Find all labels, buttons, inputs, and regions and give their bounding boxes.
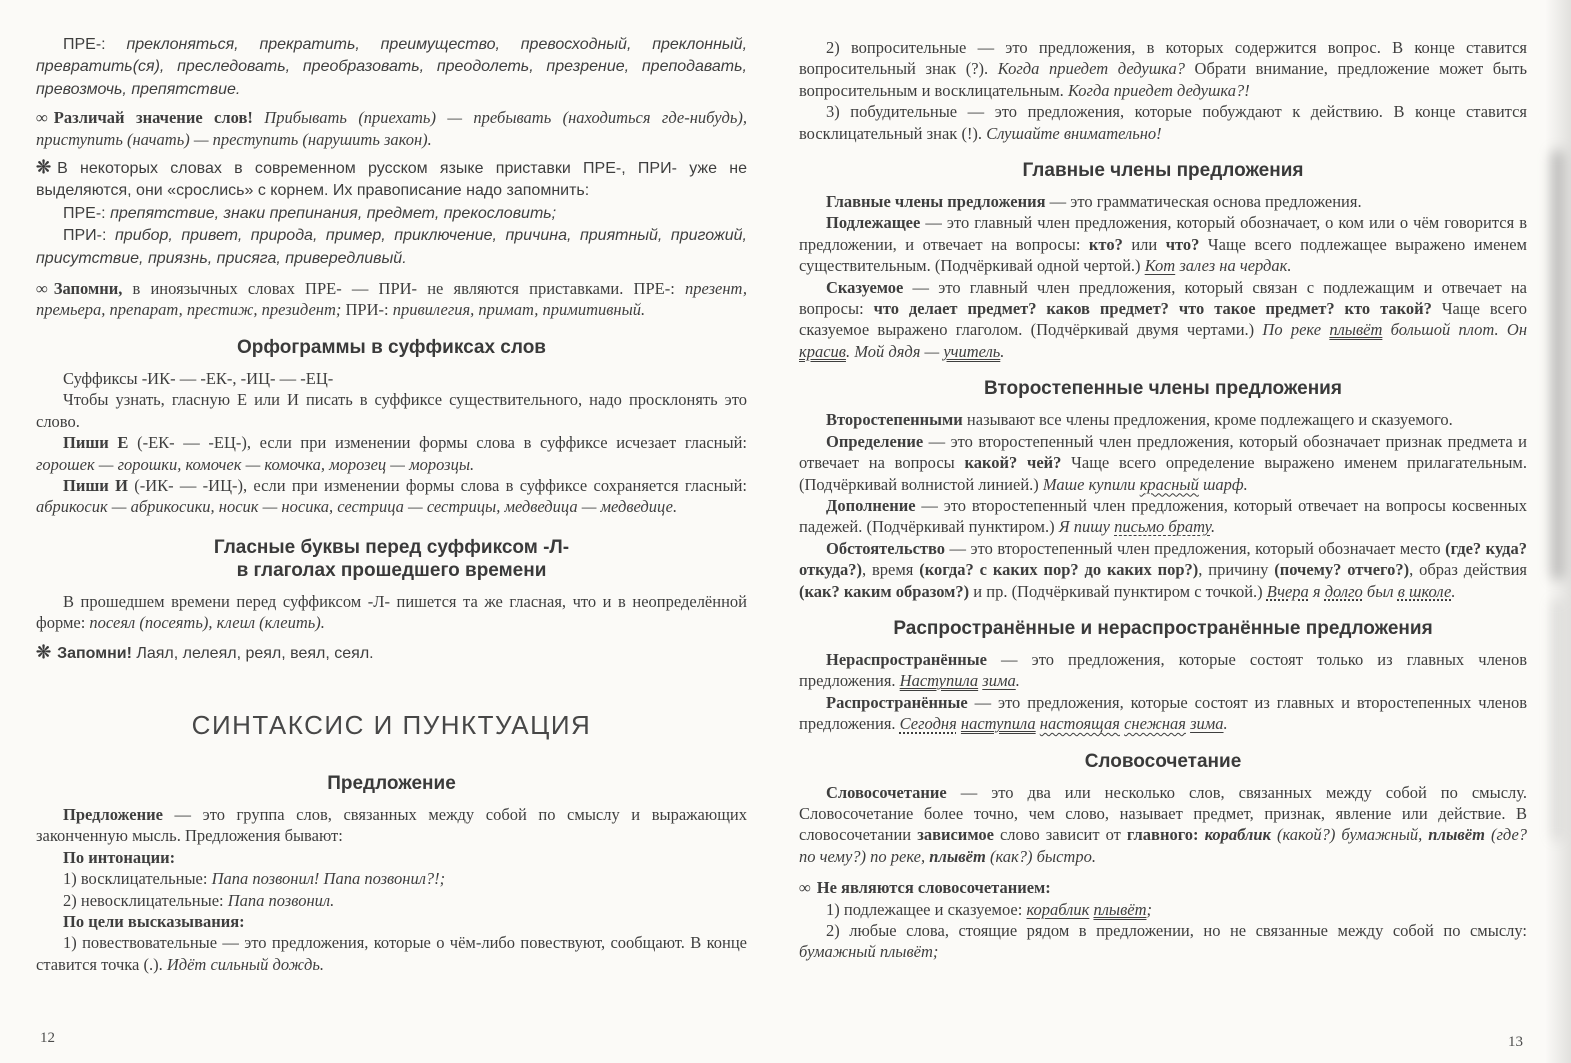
paragraph (36, 890, 747, 911)
text-segment: (как? каким образом?) (799, 581, 970, 601)
underlined-example-text: письмо брату (1114, 517, 1211, 537)
underlined-example-text: зима (982, 671, 1016, 691)
text-segment: какой? чей? (964, 453, 1062, 473)
infinity-icon: ∞ (799, 878, 811, 898)
paragraph (36, 224, 752, 269)
text-segment: Чтобы узнать, гласную Е или И писать в суффиксе существительного, надо просклонять это слово. (36, 390, 752, 431)
page-number: 12 (40, 1030, 55, 1046)
text-segment: (где? куда? откуда?) (799, 538, 1532, 580)
paragraph (799, 920, 1532, 963)
text-segment: кто? (1088, 234, 1123, 254)
text-segment: Маше купили (1042, 474, 1140, 494)
underlined-example-text: плывёт (1093, 899, 1147, 919)
underlined-example-text: Сегодня (899, 714, 957, 734)
text-segment: (почему? отчего?) (1274, 560, 1410, 580)
paragraph (36, 642, 747, 664)
snowflake-icon: ❊ (36, 641, 52, 662)
text-segment: Запомни, (53, 279, 133, 299)
scan-streak-artifact (1552, 600, 1561, 840)
paragraph (799, 899, 1527, 920)
paragraph (799, 37, 1532, 101)
text-segment: в глаголах прошедшего времени (236, 559, 547, 581)
text-segment: Обстоятельство (826, 538, 946, 558)
text-segment: Предложение (63, 804, 163, 824)
text-segment: Предложение (327, 772, 456, 794)
text-segment: бумажный плывёт; (799, 942, 939, 962)
underlined-example-text: красный (1139, 474, 1199, 494)
snowflake-icon: ❊ (36, 157, 52, 178)
text-segment: . (1210, 517, 1216, 537)
text-segment: Слушайте внимательно! (986, 123, 1162, 143)
text-segment: . (1223, 714, 1228, 734)
page-12 (0, 0, 785, 1063)
text-segment: Обрати внимание, предложение может быть вопросительным и восклицательным. (799, 59, 1532, 100)
text-segment: Суффиксы -ИК- — -ЕК-, -ИЦ- — -ЕЦ- (63, 368, 334, 388)
section-heading (36, 772, 747, 795)
text-segment: Распространённые и нераспространённые предложения (893, 617, 1433, 639)
text-segment: (какой?) бумажный, (1270, 825, 1429, 845)
underlined-example-text: наступила (960, 714, 1036, 734)
underlined-example-text: снежная (1124, 714, 1186, 734)
text-segment: — это второстепенный член предложения, который отвечает на вопросы косвенных падежей. (Подчёркивай пунктиром.) (799, 495, 1532, 537)
underlined-example-text: учитель (943, 341, 1001, 361)
paragraph (799, 782, 1532, 868)
text-segment: Лаял, лелеял, реял, веял, сеял. (131, 644, 374, 662)
text-segment: — это второстепенный член предложения, который обозначает признак предмета и отвечает на вопросы (799, 431, 1532, 473)
text-segment: был (1362, 581, 1398, 601)
text-segment: Словосочетание (826, 782, 947, 802)
page-content (36, 33, 752, 975)
text-segment: — это грамматическая основа предложения. (1045, 192, 1362, 212)
text-segment: — это второстепенный член предложения, который обозначает место (945, 538, 1446, 558)
text-segment: Определение (826, 431, 924, 451)
section-heading (799, 750, 1527, 773)
text-segment: ПРИ-: (63, 227, 115, 245)
text-segment: Запомни! (57, 644, 132, 662)
text-segment: плывёт (1428, 825, 1485, 845)
paragraph (799, 409, 1527, 430)
text-segment: 1) повествовательные — это предложения, которые о чём-либо повествуют, сообщают. В конце ставится точка (.). (36, 933, 752, 974)
text-segment: горошек — горошки, комочек — комочка, морозец — морозцы. (36, 454, 475, 474)
paragraph (36, 591, 752, 634)
text-segment: Идёт сильный дождь. (166, 954, 324, 974)
text-segment: Словосочетание (1084, 750, 1242, 772)
text-segment: Второстепенные члены предложения (984, 378, 1342, 400)
text-segment: что? (1165, 234, 1200, 254)
text-segment: или (1122, 234, 1166, 254)
section-heading (799, 617, 1527, 640)
paragraph (36, 475, 752, 518)
text-segment: Прибывать (приехать) — пребывать (находиться где-нибудь), приступить (начать) — преступить (нарушить закон). (36, 108, 752, 149)
paragraph (36, 157, 752, 202)
text-segment: Гласные буквы перед суффиксом -Л- (213, 536, 570, 558)
text-segment: . (1000, 341, 1005, 361)
underlined-example-text: красив (799, 341, 846, 361)
text-segment: — это группа слов, связанных между собой по смыслу и выражающих законченную мысль. Предложения бывают: (36, 804, 752, 846)
text-segment: СИНТАКСИС И ПУНКТУАЦИЯ (191, 709, 592, 740)
text-segment: По интонации: (63, 847, 176, 867)
section-heading (799, 377, 1527, 400)
text-segment: — это два или несколько слов, связанных между собой по смыслу. Словосочетание более точно, чем слово, называет предмет, признак, явление или действие. В словосочетании (799, 782, 1532, 845)
text-segment: я (1308, 581, 1325, 601)
text-segment: (как?) быстро. (985, 846, 1096, 866)
underlined-example-text: Вчера (1266, 581, 1309, 601)
text-segment: зависимое (917, 825, 994, 845)
text-segment: Не являются словосочетанием: (816, 878, 1051, 898)
paragraph (799, 495, 1532, 538)
text-segment: По цели высказывания: (63, 911, 245, 931)
text-segment: Папа позвонил. (227, 890, 335, 910)
page-number: 13 (1508, 1034, 1523, 1050)
text-segment: Главные члены предложения (826, 192, 1046, 212)
text-segment: ПРИ-: (345, 300, 393, 320)
underlined-example-text: настоящая (1039, 714, 1120, 734)
paragraph (799, 431, 1532, 495)
text-segment: 2) любые слова, стоящие рядом в предложении, но не связанные между собой по смыслу: (826, 921, 1532, 940)
text-segment: посеял (посеять), клеил (клеить). (89, 613, 325, 633)
text-segment: , время (861, 560, 920, 580)
text-segment: (когда? с каких пор? до каких пор?) (919, 560, 1199, 580)
page-13 (785, 0, 1571, 1063)
paragraph (36, 33, 752, 100)
text-segment: Главные члены предложения (1022, 160, 1304, 182)
infinity-icon: ∞ (36, 279, 48, 299)
underlined-example-text: в школе (1397, 581, 1452, 601)
text-segment: (где? по чему?) по реке, (799, 825, 1532, 866)
section-heading (36, 536, 747, 582)
text-segment: — это главный член предложения, который обозначает, о ком или о чём говорится в предложении, и отвечает на вопросы: (799, 213, 1532, 254)
text-segment: , причину (1198, 560, 1275, 580)
paragraph (799, 538, 1532, 602)
text-segment: ПРЕ-: (63, 204, 111, 222)
paragraph (36, 432, 752, 475)
paragraph (36, 868, 747, 889)
text-segment: плывёт (929, 846, 986, 866)
text-segment: Второстепенными (826, 410, 963, 430)
section-heading (36, 336, 747, 359)
scan-streak-artifact (1551, 150, 1564, 580)
text-segment: , образ действия (1409, 560, 1532, 580)
text-segment: большой плот. Он (1382, 320, 1532, 340)
paragraph (799, 101, 1532, 144)
text-segment: Пиши И (63, 475, 128, 495)
paragraph (799, 277, 1532, 363)
text-segment: . (1015, 671, 1020, 691)
text-segment: 1) восклицательные: (63, 869, 212, 889)
text-segment: Чаще всего определение выражено именем прилагательным. (Подчёркивай волнистой линией.) (799, 453, 1532, 494)
text-segment: 3) побудительные — это предложения, которые побуждают к действию. В конце ставится восклицательный знак (!). (799, 102, 1532, 143)
paragraph (799, 212, 1532, 276)
underlined-example-text: долго (1324, 581, 1363, 601)
text-segment: залез на чердак. (1175, 256, 1292, 276)
text-segment: 2) вопросительные — это предложения, в которых содержится вопрос. В конце ставится вопросительный знак (?). (799, 38, 1532, 79)
text-segment: ; (1146, 899, 1152, 919)
text-segment: ПРЕ-: (63, 36, 127, 53)
paragraph (36, 202, 747, 224)
underlined-example-text: Кот (1144, 256, 1176, 276)
text-segment: презент, премьера, препарат, престиж, президент; (36, 279, 752, 320)
text-segment: — это предложения, которые состоят из главных и второстепенных членов предложения. (799, 692, 1532, 734)
paragraph (799, 191, 1527, 212)
text-segment: В некоторых словах в современном русском языке приставки ПРЕ-, ПРИ- уже не выделяются, они «срослись» с корнем. Их правописание надо запомнить: (36, 160, 752, 200)
text-segment: — это главный член предложения, который связан с подлежащим и отвечает на вопросы: (799, 277, 1532, 319)
text-segment: прибор, привет, природа, пример, приключение, причина, приятный, пригожий, присутствие, приязнь, присяга, привередливый. (36, 227, 752, 267)
paragraph (799, 692, 1532, 735)
text-segment: и пр. (Подчёркивай пунктиром с точкой.) (969, 581, 1267, 601)
text-segment: . (1451, 581, 1456, 601)
text-segment: . Мой дядя — (845, 341, 944, 361)
text-segment: Различай значение слов! (53, 108, 265, 128)
text-segment: Распространённые (826, 692, 968, 712)
paragraph (36, 107, 752, 150)
text-segment: По реке (1262, 320, 1330, 340)
text-segment: называют все члены предложения, кроме подлежащего и сказуемого. (962, 410, 1453, 430)
paragraph (36, 368, 747, 389)
chapter-title (36, 710, 747, 740)
text-segment: Чаще всего подлежащее выражено именем существительным. (Подчёркивай одной чертой.) (799, 234, 1532, 276)
paragraph (799, 877, 1527, 898)
underlined-example-text: зима (1190, 714, 1224, 734)
text-segment: в иноязычных словах ПРЕ- — ПРИ- не являются приставками. ПРЕ-: (132, 279, 685, 299)
text-segment: шарф. (1198, 474, 1248, 494)
text-segment: преклоняться, прекратить, преимущество, превосходный, преклонный, превратить(ся), преследовать, преобразовать, преодолеть, презрение, преподавать, превозмочь, препятствие. (36, 36, 752, 98)
text-segment: Орфограммы в суффиксах слов (237, 336, 546, 358)
text-segment: кораблик (1204, 825, 1271, 845)
paragraph (36, 847, 747, 868)
page-content (799, 37, 1532, 963)
section-heading (799, 159, 1527, 182)
text-segment: Подлежащее (826, 213, 921, 233)
text-segment: привилегия, примат, примитивный. (392, 300, 646, 320)
text-segment: (-ЕК- — -ЕЦ-), если при изменении формы слова в суффиксе исчезает гласный: (128, 433, 752, 453)
paragraph (36, 911, 747, 932)
text-segment: (-ИК- — -ИЦ-), если при изменении формы слова в суффиксе сохраняется гласный: (127, 475, 752, 495)
paragraph (36, 389, 752, 432)
text-segment: Пиши Е (63, 433, 129, 453)
text-segment: Дополнение (826, 495, 916, 515)
text-segment: Чаще всего сказуемое выражено глаголом. (Подчёркивай двумя чертами.) (799, 299, 1532, 340)
infinity-icon: ∞ (36, 108, 48, 128)
underlined-example-text: кораблик (1026, 899, 1090, 919)
paragraph (36, 932, 752, 975)
text-segment: абрикосик — абрикосики, носик — носика, сестрица — сестрицы, медведица — медведице. (36, 497, 678, 517)
text-segment: Нераспространённые (826, 649, 987, 669)
text-segment: В прошедшем времени перед суффиксом -Л- пишется та же гласная, что и в неопределённой форме: (36, 591, 752, 633)
paragraph (799, 649, 1532, 692)
text-segment: 2) невосклицательные: (63, 890, 228, 910)
text-segment: Сказуемое (826, 277, 904, 297)
text-segment: главного: (1126, 825, 1205, 845)
text-segment: — это предложения, которые состоят только из главных членов предложения. (799, 649, 1532, 691)
paragraph (36, 278, 752, 321)
text-segment: Папа позвонил! Папа позвонил?!; (211, 869, 446, 889)
text-segment: слово зависит от (993, 825, 1127, 845)
text-segment: что делает предмет? каков предмет? что такое предмет? кто такой? (873, 299, 1432, 319)
text-segment: препятствие, знаки препинания, предмет, прекословить; (110, 204, 557, 222)
text-segment: Я пишу (1058, 517, 1115, 537)
underlined-example-text: Наступила (899, 671, 979, 691)
paragraph (36, 804, 752, 847)
text-segment: 1) подлежащее и сказуемое: (826, 899, 1027, 919)
underlined-example-text: плывёт (1329, 320, 1383, 340)
text-segment: Когда приедет дедушка? (997, 59, 1185, 79)
text-segment: Когда приедет дедушка?! (1067, 80, 1250, 100)
